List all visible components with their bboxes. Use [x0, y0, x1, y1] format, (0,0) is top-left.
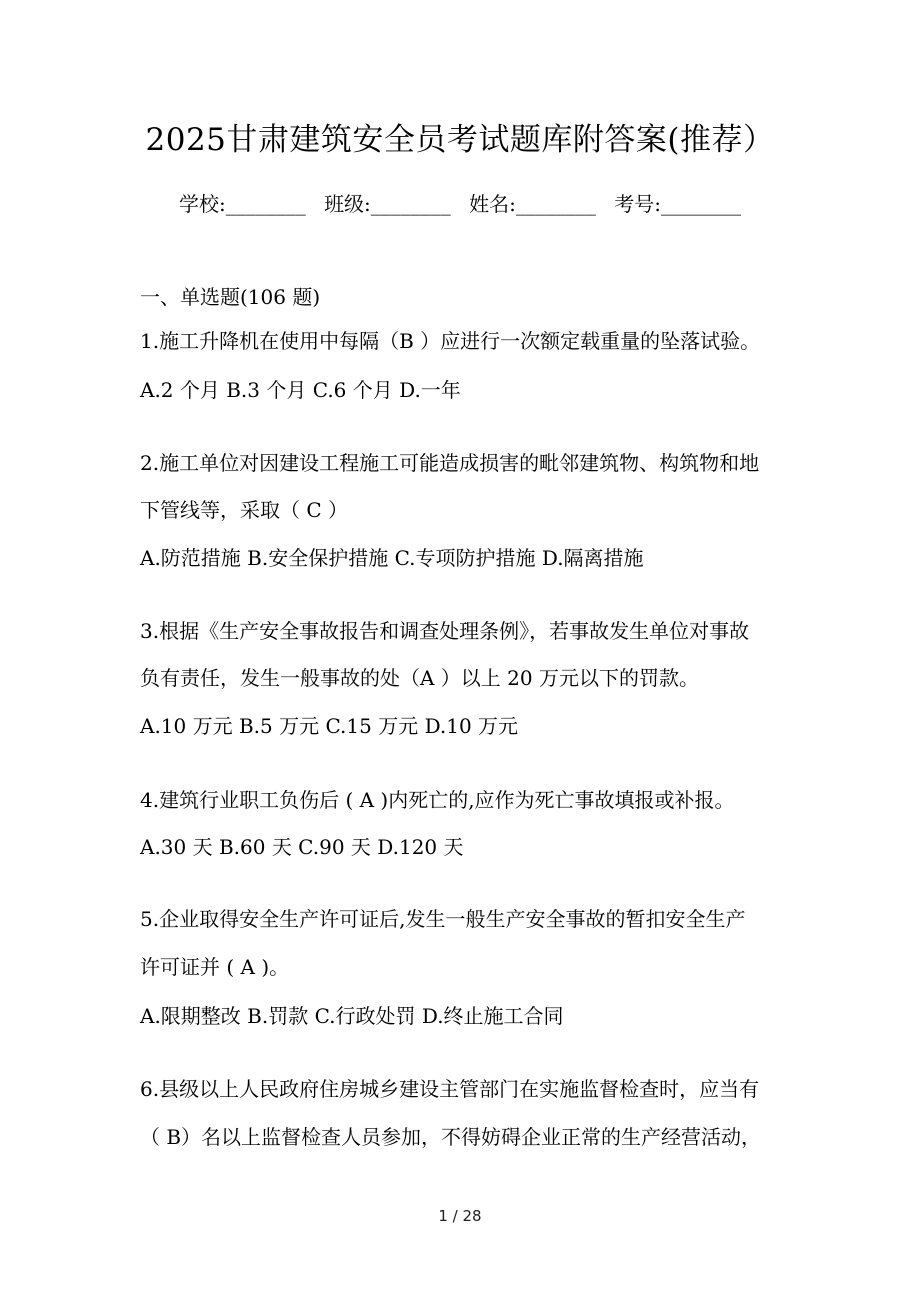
- question-4-text: 4.建筑行业职工负伤后 ( A )内死亡的,应作为死亡事故填报或补报。: [140, 788, 735, 812]
- question-5-text-cont: 许可证并 ( A )。: [140, 955, 290, 979]
- question-5-options: A.限期整改 B.罚款 C.行政处罚 D.终止施工合同: [140, 1004, 564, 1028]
- question-4-options: A.30 天 B.60 天 C.90 天 D.120 天: [140, 835, 464, 859]
- question-3-text-cont: 负有责任，发生一般事故的处（A ）以上 20 万元以下的罚款。: [140, 666, 699, 690]
- question-6-text: 6.县级以上人民政府住房城乡建设主管部门在实施监督检查时，应当有: [140, 1077, 760, 1101]
- question-6-text-cont: （ B）名以上监督检查人员参加，不得妨碍企业正常的生产经营活动，: [140, 1125, 762, 1149]
- section-heading: 一、单选题(106 题): [140, 285, 321, 309]
- class-field: 班级:________: [324, 192, 451, 216]
- student-info-row: [0, 188, 920, 220]
- question-3-text: 3.根据《生产安全事故报告和调查处理条例》，若事故发生单位对事故: [140, 619, 750, 643]
- question-2-text-cont: 下管线等，采取（ C ）: [140, 498, 349, 522]
- question-3-options: A.10 万元 B.5 万元 C.15 万元 D.10 万元: [140, 714, 519, 738]
- page-number: 1 / 28: [438, 1207, 482, 1225]
- exam-number-field: 考号:________: [614, 192, 742, 216]
- name-field: 姓名:________: [469, 192, 596, 216]
- school-field: 学校:________: [178, 192, 306, 216]
- question-1-options: A.2 个月 B.3 个月 C.6 个月 D.一年: [140, 378, 461, 402]
- question-5-text: 5.企业取得安全生产许可证后,发生一般生产安全事故的暂扣安全生产: [140, 907, 746, 931]
- question-2-text: 2.施工单位对因建设工程施工可能造成损害的毗邻建筑物、构筑物和地: [140, 451, 760, 475]
- question-2-options: A.防范措施 B.安全保护措施 C.专项防护措施 D.隔离措施: [140, 546, 644, 570]
- document-title: 2025甘肃建筑安全员考试题库附答案(推荐）: [145, 122, 775, 158]
- question-1-text: 1.施工升降机在使用中每隔（B ）应进行一次额定载重量的坠落试验。: [140, 329, 761, 353]
